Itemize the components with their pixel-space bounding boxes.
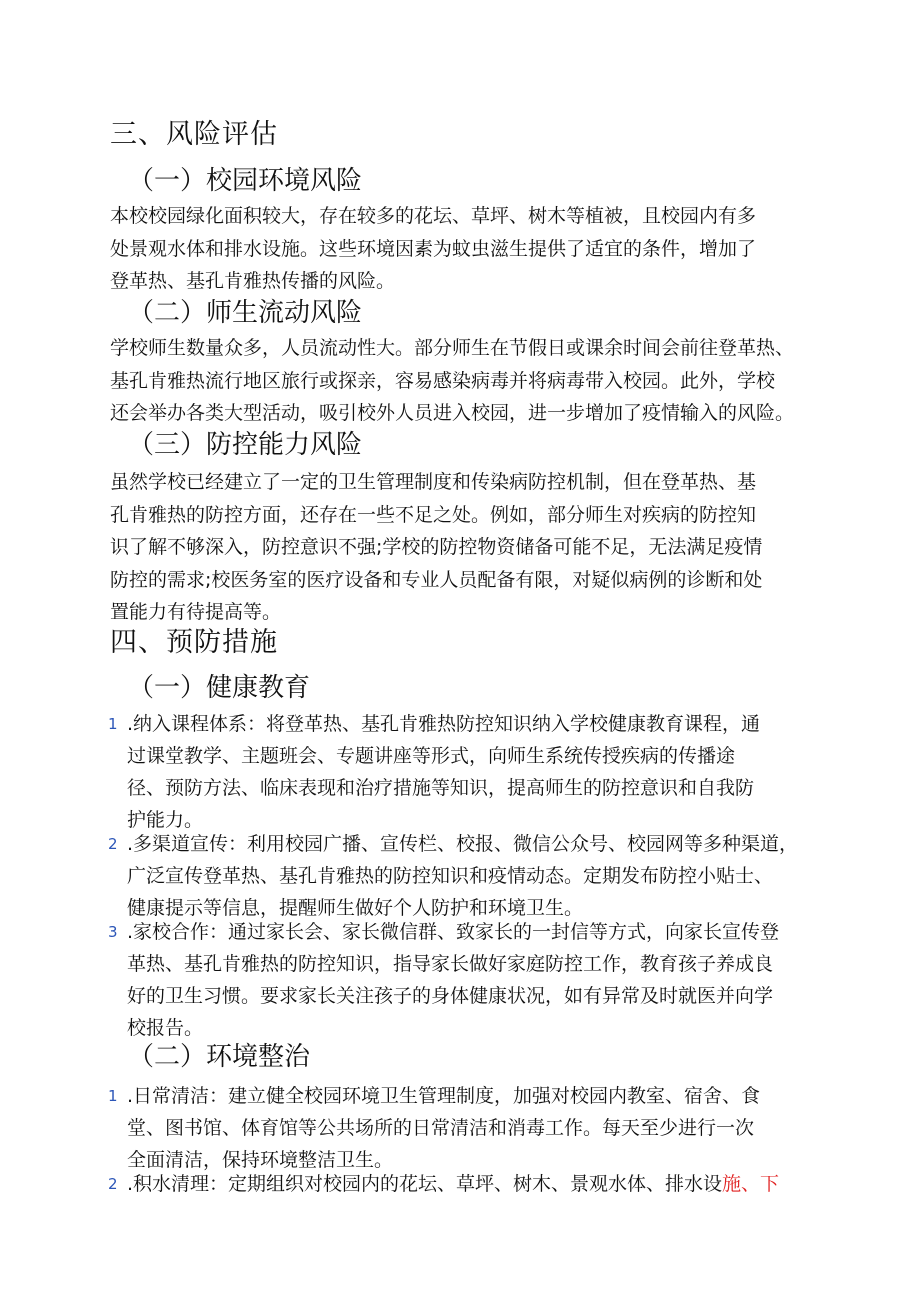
list-number: 1 <box>108 1087 118 1105</box>
section-heading-risk-assessment: 三、风险评估 <box>110 119 278 150</box>
text-line: 处景观水体和排水设施。这些环境因素为蚊虫滋生提供了适宜的条件，增加了 <box>110 237 757 260</box>
section-heading-prevention-measures: 四、预防措施 <box>110 627 278 658</box>
subheading-campus-environment-risk: （一）校园环境风险 <box>128 166 363 196</box>
paragraph-prevention-capacity-risk <box>110 466 815 629</box>
text-line: 径、预防方法、临床表现和治疗措施等知识，提高师生的防控意识和自我防 <box>127 777 755 799</box>
text-line: 虽然学校已经建立了一定的卫生管理制度和传染病防控机制，但在登革热、基 <box>110 471 757 493</box>
subheading-environment-improvement: （二）环境整治 <box>128 1042 311 1072</box>
text-line: 学校师生数量众多，人员流动性大。部分师生在节假日或课余时间会前往登革热、 <box>110 337 795 359</box>
text-line: 孔肯雅热的防控方面，还存在一些不足之处。例如，部分师生对疾病的防控知 <box>110 503 757 526</box>
text-line: .日常清洁：建立健全校园环境卫生管理制度，加强对校园内教室、宿舍、食 <box>127 1085 761 1107</box>
text-line: 置能力有待提高等。 <box>110 601 282 623</box>
paragraph-campus-environment-risk <box>110 200 815 298</box>
text-line <box>127 1168 779 1200</box>
paragraph-mobility-risk <box>110 332 815 430</box>
text-line: 好的卫生习惯。要求家长关注孩子的身体健康状况，如有异常及时就医并向学 <box>127 985 774 1007</box>
highlighted-text: 施、下 <box>722 1173 780 1195</box>
text-line: 护能力。 <box>127 809 204 831</box>
text-line: 革热、基孔肯雅热的防控知识，指导家长做好家庭防控工作，教育孩子养成良 <box>127 953 774 975</box>
text-line: 识了解不够深入，防控意识不强;学校的防控物资储备可能不足，无法满足疫情 <box>110 536 763 558</box>
list-number: 2 <box>108 835 118 853</box>
text-line: .家校合作：通过家长会、家长微信群、致家长的一封信等方式，向家长宣传登 <box>127 921 780 943</box>
text-line: 本校校园绿化面积较大，存在较多的花坛、草坪、树木等植被，且校园内有多 <box>110 205 757 227</box>
text-line: 全面清洁，保持环境整洁卫生。 <box>127 1149 394 1171</box>
text-line: .多渠道宣传：利用校园广播、宣传栏、校报、微信公众号、校园网等多种渠道， <box>127 833 799 855</box>
text-segment: .积水清理：定期组织对校园内的花坛、草坪、树木、景观水体、排水设 <box>127 1173 723 1195</box>
subheading-mobility-risk: （二）师生流动风险 <box>128 298 363 328</box>
text-line: 登革热、基孔肯雅热传播的风险。 <box>110 270 396 292</box>
text-line: 广泛宣传登革热、基孔肯雅热的防控知识和疫情动态。定期发布防控小贴士、 <box>127 865 774 887</box>
list-number: 3 <box>108 923 118 941</box>
list-number: 2 <box>108 1175 118 1193</box>
list-number: 1 <box>108 715 118 733</box>
subheading-health-education: （一）健康教育 <box>128 673 311 703</box>
subheading-prevention-capacity-risk: （三）防控能力风险 <box>128 430 363 460</box>
text-line: 堂、图书馆、体育馆等公共场所的日常清洁和消毒工作。每天至少进行一次 <box>127 1117 755 1139</box>
text-line: .纳入课程体系：将登革热、基孔肯雅热防控知识纳入学校健康教育课程，通 <box>127 713 761 735</box>
text-line: 健康提示等信息，提醒师生做好个人防护和环境卫生。 <box>127 897 584 919</box>
text-line: 校报告。 <box>127 1017 204 1039</box>
text-line: 基孔肯雅热流行地区旅行或探亲，容易感染病毒并将病毒带入校园。此外，学校 <box>110 369 776 392</box>
text-line: 防控的需求;校医务室的医疗设备和专业人员配备有限，对疑似病例的诊断和处 <box>110 568 763 591</box>
text-line: 还会举办各类大型活动，吸引校外人员进入校园，进一步增加了疫情输入的风险。 <box>110 402 795 424</box>
text-line: 过课堂教学、主题班会、专题讲座等形式，向师生系统传授疾病的传播途 <box>127 745 736 767</box>
